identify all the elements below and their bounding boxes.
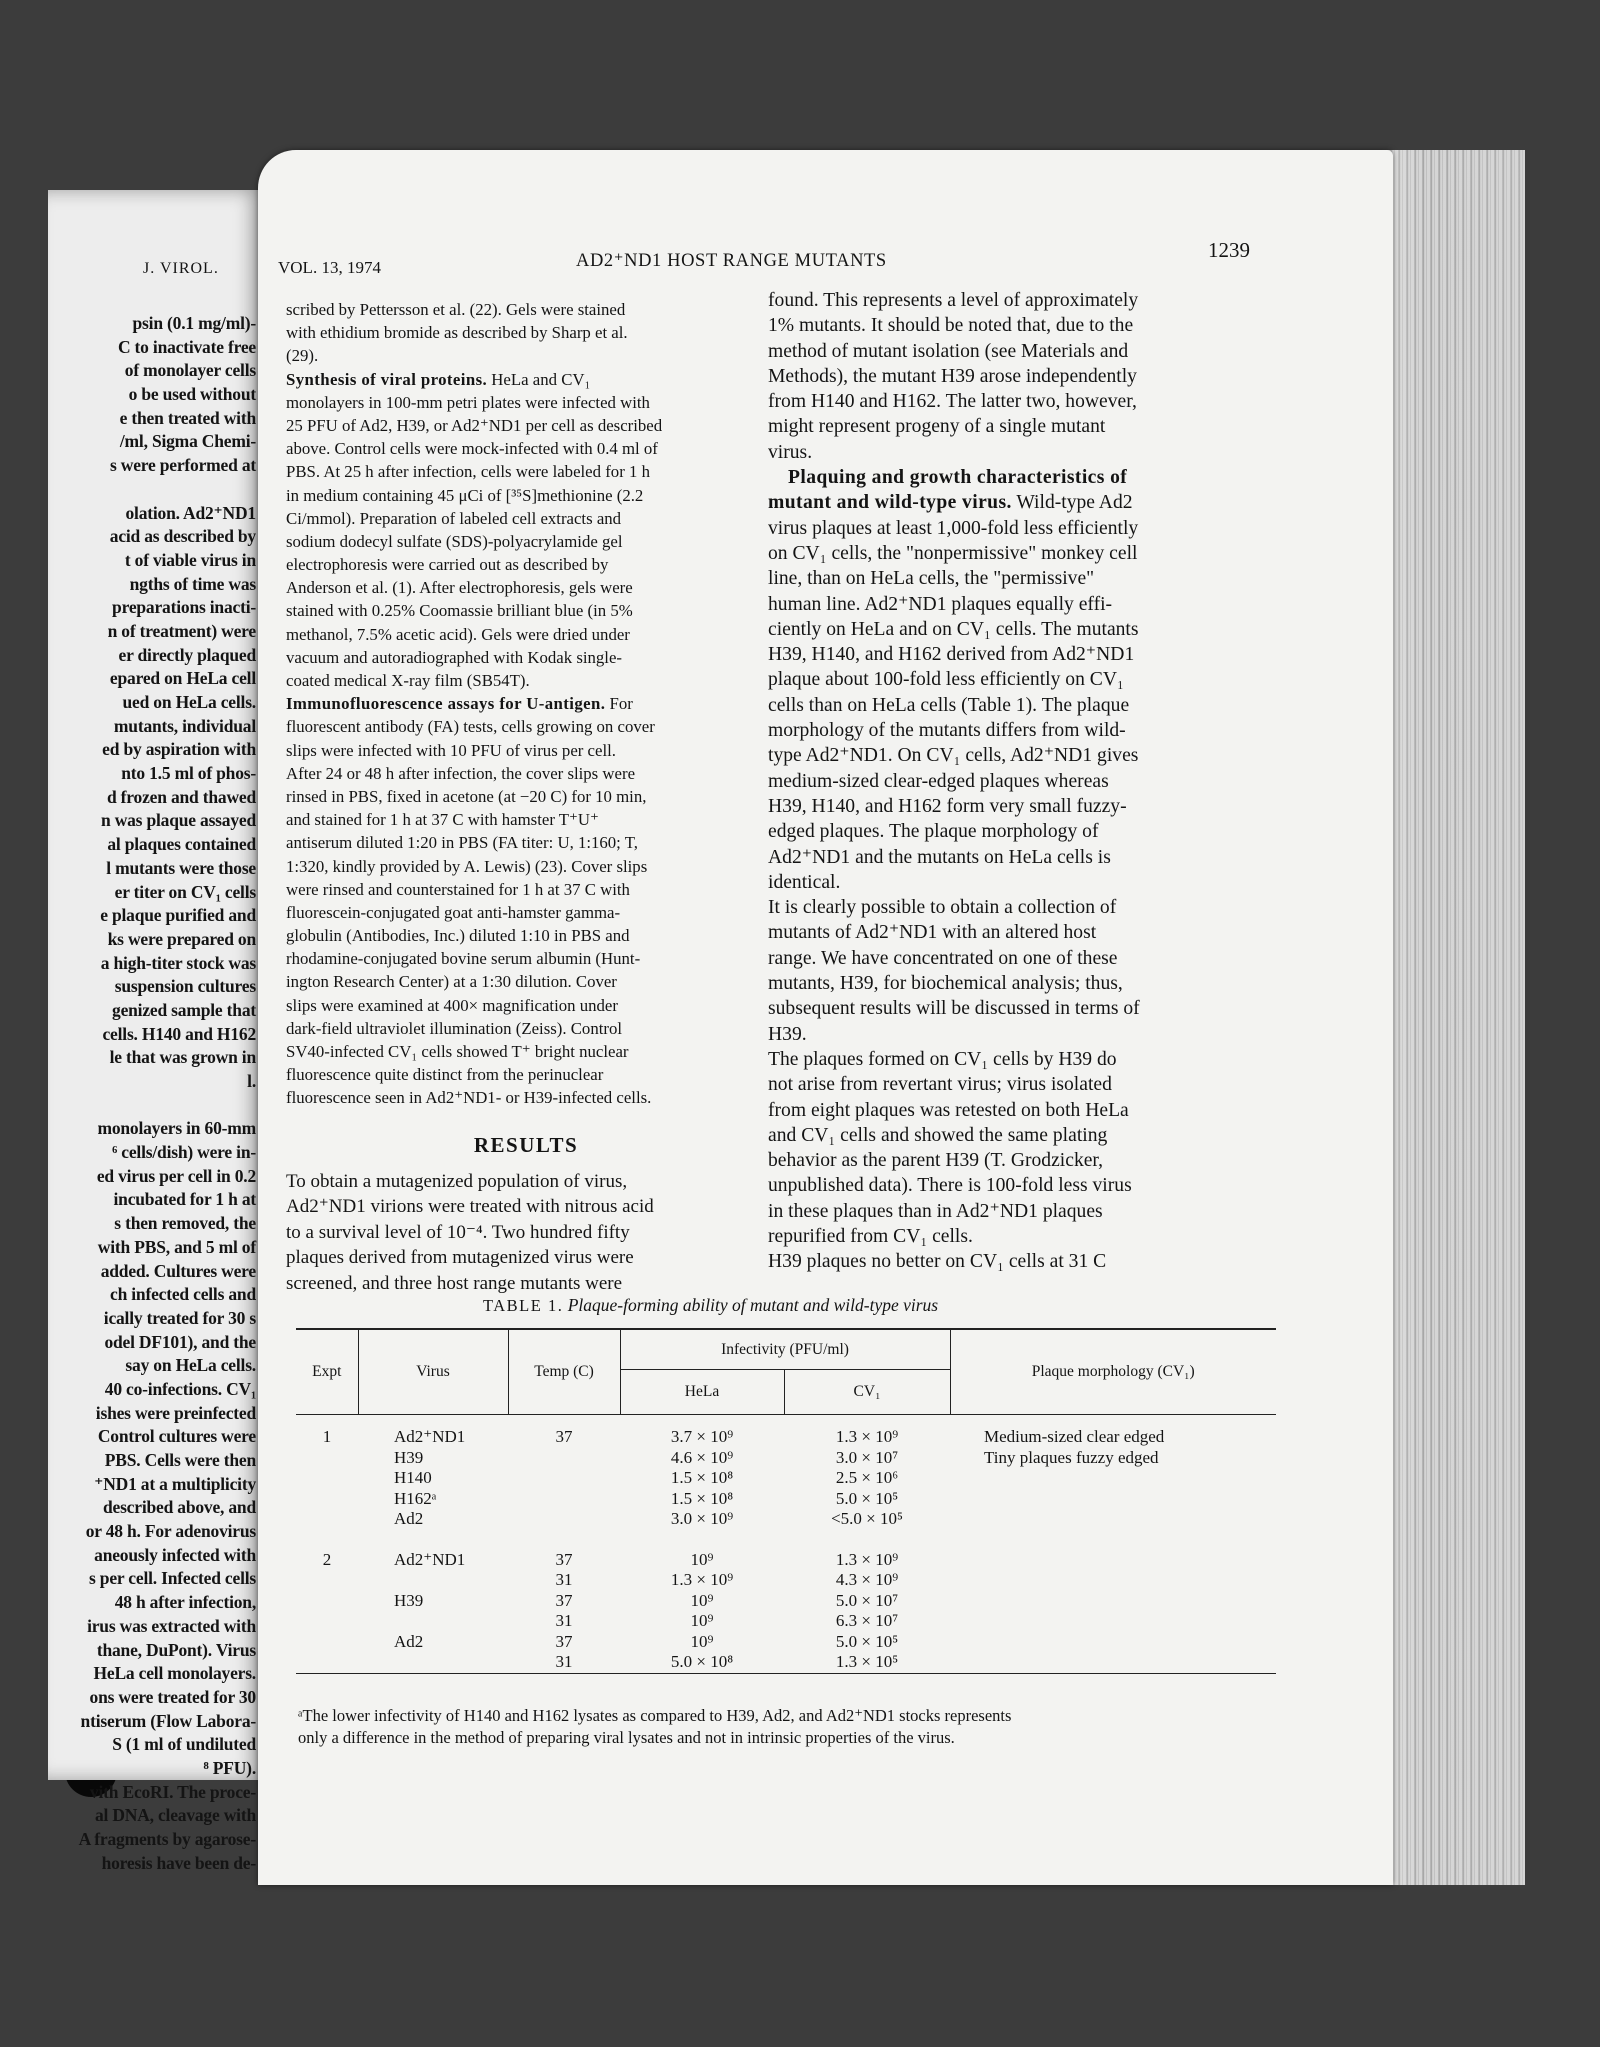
synthesis-paragraph: [286, 391, 766, 692]
text-line: ington Research Center) at a 1:30 dilution. Cover: [286, 972, 617, 992]
facing-page-line: described above, and: [102, 1497, 256, 1518]
hela-cell: [620, 1550, 784, 1674]
left-column: [286, 298, 766, 1296]
table-cell-value: 1.3 × 10⁹: [670, 1570, 734, 1589]
facing-page-line: preparations inacti-: [112, 597, 256, 618]
facing-page-line: say on HeLa cells.: [125, 1355, 256, 1376]
text-line: Ad2⁺ND1 and the mutants on HeLa cells is: [768, 846, 1111, 868]
facing-page-line: of monolayer cells: [124, 360, 256, 381]
text-line: mutants of Ad2⁺ND1 with an altered host: [768, 922, 1097, 944]
table-cell-value: 3.0 × 10⁹: [670, 1509, 734, 1528]
text-line: and CV₁ cells and showed the same plating: [768, 1124, 1108, 1146]
facing-page-line: horesis have been de-: [101, 1852, 256, 1873]
table-cell-value: 3.7 × 10⁹: [670, 1427, 734, 1446]
synthesis-paragraph-first-line: [286, 368, 766, 391]
text-line: repurified from CV₁ cells.: [768, 1225, 973, 1247]
table-cell-value: Ad2: [394, 1631, 424, 1651]
text-line: on CV₁ cells, the "nonpermissive" monkey cell: [768, 542, 1138, 564]
facing-page: [48, 190, 266, 1873]
table-cell-value: H140: [394, 1468, 432, 1487]
facing-page-line: genized sample that: [112, 999, 256, 1020]
table-label: TABLE 1.: [483, 1296, 564, 1315]
table-cell-value: Ad2⁺ND1: [394, 1427, 466, 1446]
facing-page-line: C to inactivate free: [117, 336, 256, 357]
facing-page-line: ically treated for 30 s: [103, 1307, 256, 1328]
text-line: were rinsed and counterstained for 1 h at 37 C with: [286, 879, 630, 899]
text-line: mutants, H39, for biochemical analysis; thus,: [768, 973, 1123, 995]
immuno-paragraph-first-line: [286, 692, 766, 715]
table-cell-value: [508, 1489, 620, 1510]
facing-page-line: [41, 1094, 256, 1118]
text-line: electrophoresis were carried out as described by: [286, 555, 609, 575]
text-line: (29).: [286, 346, 319, 366]
text-line: found. This represents a level of approximately: [768, 290, 1139, 311]
text-line: identical.: [768, 871, 841, 893]
table-row: [296, 1550, 1276, 1674]
header-morphology: Plaque morphology (CV₁): [950, 1329, 1276, 1415]
right-column-text-b: [768, 516, 1268, 1275]
synthesis-heading: Synthesis of viral proteins.: [286, 369, 488, 389]
facing-page-line: incubated for 1 h at: [113, 1189, 256, 1210]
facing-page-line: irus was extracted with: [87, 1615, 256, 1636]
text-line: edged plaques. The plaque morphology of: [768, 821, 1099, 843]
facing-page-line: with PBS, and 5 ml of: [97, 1236, 256, 1257]
text-line: antiserum diluted 1:20 in PBS (FA titer: U, 1:160; T,: [286, 833, 638, 853]
facing-page-line: ued on HeLa cells.: [122, 692, 256, 712]
text-line: not arise from revertant virus; virus isolated: [768, 1074, 1112, 1096]
methods-intro-text: [286, 298, 766, 368]
text-line: 1:320, kindly provided by A. Lewis) (23). Cover slips: [286, 856, 648, 876]
table-cell-value: [508, 1448, 620, 1469]
table-cell-value: 4.6 × 10⁹: [670, 1447, 734, 1467]
table-cell-value: Ad2⁺ND1: [394, 1549, 466, 1569]
text-line: Anderson et al. (1). After electrophoresis, gels were: [286, 578, 633, 598]
facing-page-line: ed virus per cell in 0.2: [96, 1165, 256, 1186]
text-line: medium-sized clear-edged plaques whereas: [768, 770, 1109, 792]
facing-page-line: t of viable virus in: [124, 549, 256, 570]
facing-page-line: al plaques contained: [107, 834, 256, 855]
facing-page-line: A fragments by agarose-: [78, 1829, 256, 1849]
text-line: methanol, 7.5% acetic acid). Gels were dried under: [286, 624, 630, 644]
temp-cell: [508, 1427, 620, 1530]
facing-page-line: added. Cultures were: [100, 1260, 256, 1281]
text-line: line, than on HeLa cells, the "permissive": [768, 568, 1095, 590]
text-line: H39, H140, and H162 form very small fuzzy-: [768, 795, 1127, 817]
table-cell-value: 1.3 × 10⁹: [835, 1549, 899, 1569]
table-cell-value: <5.0 × 10⁵: [831, 1509, 903, 1528]
text-line: fluorescence seen in Ad2⁺ND1- or H39-infected cells.: [286, 1088, 652, 1108]
table-caption-text: Plaque-forming ability of mutant and wild-type virus: [567, 1295, 939, 1315]
table-cell-value: Ad2: [394, 1509, 424, 1528]
facing-page-line: /ml, Sigma Chemi-: [119, 431, 256, 452]
hela-cell: [620, 1427, 784, 1530]
facing-page-line: ⁺ND1 at a multiplicity: [94, 1473, 256, 1494]
table-cell-value: Medium-sized clear edged: [984, 1427, 1165, 1446]
temp-cell: [508, 1550, 620, 1674]
running-title: AD2⁺ND1 HOST RANGE MUTANTS: [576, 251, 887, 271]
table-cell-value: 6.3 × 10⁷: [835, 1611, 899, 1630]
table-cell-value: 31: [555, 1570, 573, 1589]
table-cell-value: 31: [555, 1611, 573, 1630]
facing-page-line: ks were prepared on: [107, 928, 256, 949]
text-line: fluorescence quite distinct from the perinuclear: [286, 1065, 604, 1085]
text-line: human line. Ad2⁺ND1 plaques equally effi-: [768, 593, 1113, 615]
text-line: vacuum and autoradiographed with Kodak single-: [286, 647, 622, 667]
text-line: H39, H140, and H162 derived from Ad2⁺ND1: [768, 644, 1135, 666]
facing-page-line: epared on HeLa cell: [109, 668, 256, 689]
text-line: rinsed in PBS, fixed in acetone (at −20 C) for 10 min,: [286, 786, 647, 806]
immuno-heading: Immunofluorescence assays for U-antigen.: [286, 694, 606, 714]
facing-page-line: [41, 478, 256, 502]
table-cell-value: [394, 1652, 508, 1673]
footnote-line: ᵃThe lower infectivity of H140 and H162 lysates as compared to H39, Ad2, and Ad2⁺ND1 stocks represents: [298, 1706, 1012, 1725]
facing-page-line: l.: [247, 1071, 256, 1091]
table-cell-value: 10⁹: [690, 1611, 714, 1630]
facing-page-line: s then removed, the: [114, 1213, 256, 1234]
text-line: After 24 or 48 h after infection, the cover slips were: [286, 763, 636, 783]
text-line: PBS. At 25 h after infection, cells were labeled for 1 h: [286, 462, 650, 482]
facing-page-line: ⁸ PFU).: [203, 1757, 256, 1778]
table-row: [296, 1530, 1276, 1550]
virus-cell: [358, 1550, 508, 1674]
text-line: slips were examined at 400× magnification under: [286, 995, 618, 1015]
text-line: cells than on HeLa cells (Table 1). The plaque: [768, 694, 1130, 716]
facing-page-line: mutants, individual: [113, 715, 256, 736]
facing-page-line: ntiserum (Flow Labora-: [80, 1710, 256, 1731]
facing-page-line: er directly plaqued: [118, 644, 256, 665]
facing-page-line: S (1 ml of undiluted: [112, 1734, 256, 1755]
facing-page-line: Control cultures were: [97, 1426, 256, 1447]
text-line: plaque about 100-fold less efficiently on CV₁: [768, 669, 1124, 691]
table-cell-value: H39: [394, 1590, 424, 1610]
facing-page-line: odel DF101), and the: [104, 1331, 256, 1352]
text-line: fluorescent antibody (FA) tests, cells growing on cover: [286, 717, 655, 737]
table-cell-value: [508, 1509, 620, 1530]
facing-page-line: o be used without: [128, 384, 256, 405]
table-cell-value: [394, 1611, 508, 1632]
cv1-cell: [784, 1550, 950, 1674]
table-footnote: [298, 1705, 1288, 1749]
facing-page-line: a high-titer stock was: [100, 952, 256, 973]
text-line: SV40-infected CV₁ cells showed T⁺ bright nuclear: [286, 1042, 629, 1061]
synthesis-text: HeLa and CV₁: [487, 369, 591, 389]
text-line: It is clearly possible to obtain a collection of: [768, 897, 1117, 919]
facing-page-text: [41, 312, 256, 1875]
plaquing-heading: Plaquing and growth characteristics of: [788, 467, 1128, 489]
facing-page-line: l mutants were those: [106, 857, 256, 878]
table-cell-value: H162ᵃ: [394, 1488, 437, 1508]
facing-page-line: olation. Ad2⁺ND1: [125, 502, 256, 523]
text-line: screened, and three host range mutants were: [286, 1272, 623, 1294]
main-page: [258, 150, 1393, 1885]
right-column: [768, 288, 1268, 1275]
table-cell-value: 5.0 × 10⁸: [670, 1652, 734, 1671]
facing-page-line: aneously infected with: [94, 1544, 256, 1565]
results-paragraph: [286, 1169, 766, 1297]
text-line: ciently on HeLa and on CV₁ cells. The mutants: [768, 618, 1139, 640]
header-virus: Virus: [358, 1329, 508, 1415]
text-line: fluorescein-conjugated goat anti-hamster gamma-: [286, 902, 621, 922]
table-cell-value: [508, 1468, 620, 1489]
text-line: H39.: [768, 1023, 807, 1045]
facing-page-line: ons were treated for 30: [89, 1686, 256, 1707]
text-line: to a survival level of 10⁻⁴. Two hundred fifty: [286, 1221, 630, 1243]
text-line: slips were infected with 10 PFU of virus per cell.: [286, 740, 616, 760]
table-cell-value: 37: [555, 1427, 573, 1446]
table-cell-value: Tiny plaques fuzzy edged: [984, 1447, 1159, 1467]
table-cell-value: 5.0 × 10⁵: [835, 1488, 899, 1508]
text-line: in medium containing 45 μCi of [³⁵S]methionine (2.2: [286, 485, 644, 505]
text-line: might represent progeny of a single mutant: [768, 416, 1106, 438]
text-line: in these plaques than in Ad2⁺ND1 plaques: [768, 1200, 1103, 1222]
facing-page-line: vith EcoRI. The proce-: [89, 1781, 256, 1802]
facing-page-line: cells. H140 and H162: [102, 1023, 256, 1044]
facing-page-line: 40 co-infections. CV₁: [104, 1378, 256, 1399]
facing-page-line: al DNA, cleavage with: [94, 1805, 256, 1826]
facing-page-line: n of treatment) were: [107, 620, 256, 641]
text-line: coated medical X-ray film (SB54T).: [286, 671, 530, 690]
table-cell-value: 1.5 × 10⁸: [670, 1488, 734, 1508]
table-cell-value: 10⁹: [690, 1549, 714, 1569]
data-table: [296, 1328, 1276, 1674]
immuno-text: For: [605, 694, 633, 714]
immuno-paragraph: [286, 715, 766, 1109]
table-cell-value: H39: [394, 1447, 424, 1467]
facing-page-line: s per cell. Infected cells: [89, 1568, 256, 1589]
footnote-line: only a difference in the method of preparing viral lysates and not in intrinsic properties of the virus.: [298, 1728, 955, 1747]
text-line: Ci/mmol). Preparation of labeled cell extracts and: [286, 508, 622, 528]
table-cell-value: 31: [555, 1652, 573, 1671]
header-infectivity: Infectivity (PFU/ml): [620, 1329, 950, 1370]
virus-cell: [358, 1427, 508, 1530]
facing-page-line: monolayers in 60-mm: [97, 1118, 256, 1139]
text-line: from H140 and H162. The latter two, however,: [768, 391, 1137, 413]
text-line: 1% mutants. It should be noted that, due to the: [768, 315, 1134, 337]
table-cell-value: 2.5 × 10⁶: [835, 1468, 899, 1487]
plaquing-text: Wild-type Ad2: [1011, 492, 1133, 514]
text-line: rhodamine-conjugated bovine serum albumin (Hunt-: [286, 949, 641, 969]
facing-page-line: e then treated with: [119, 407, 256, 428]
facing-page-line: er titer on CV₁ cells: [114, 881, 256, 902]
table-cell-value: 10⁹: [690, 1631, 714, 1651]
facing-page-line: ishes were preinfected: [95, 1402, 256, 1423]
table-cell-value: 37: [555, 1631, 573, 1651]
facing-page-line: ed by aspiration with: [102, 739, 256, 760]
text-line: subsequent results will be discussed in terms of: [768, 998, 1140, 1020]
facing-page-line: n was plaque assayed: [100, 810, 256, 831]
facing-page-line: nto 1.5 ml of phos-: [121, 763, 256, 784]
table-row: [296, 1427, 1276, 1530]
expt-cell: 2: [322, 1549, 332, 1569]
table-header-row: [296, 1329, 1276, 1370]
header-expt: Expt: [312, 1363, 342, 1380]
table-cell-value: 5.0 × 10⁵: [835, 1631, 899, 1651]
text-line: Methods), the mutant H39 arose independently: [768, 365, 1137, 387]
table-cell-value: 3.0 × 10⁷: [835, 1447, 899, 1467]
text-line: method of mutant isolation (see Materials and: [768, 340, 1129, 362]
morphology-cell: [950, 1427, 1276, 1530]
header-temp: Temp (C): [508, 1329, 620, 1415]
right-column-text-a: [768, 288, 1268, 465]
header-hela: HeLa: [620, 1370, 784, 1415]
facing-page-line: e plaque purified and: [100, 905, 256, 926]
text-line: stained with 0.25% Coomassie brilliant blue (in 5%: [286, 601, 633, 621]
text-line: virus.: [768, 441, 813, 463]
table-row: [296, 1415, 1276, 1428]
table-cell-value: 37: [555, 1590, 573, 1610]
facing-page-running-head: J. VIROL.: [143, 260, 219, 277]
header-cv1: CV₁: [784, 1370, 950, 1415]
facing-page-line: thane, DuPont). Virus: [96, 1639, 256, 1660]
text-line: from eight plaques was retested on both HeLa: [768, 1099, 1129, 1121]
text-line: scribed by Pettersson et al. (22). Gels were stained: [286, 300, 626, 319]
facing-page-line: suspension cultures: [114, 976, 256, 997]
table-cell-value: 5.0 × 10⁷: [835, 1590, 899, 1610]
facing-page-line: ch infected cells and: [110, 1284, 256, 1305]
text-line: unpublished data). There is 100-fold less virus: [768, 1175, 1132, 1197]
text-line: globulin (Antibodies, Inc.) diluted 1:10 in PBS and: [286, 926, 630, 946]
plaquing-heading-line: [768, 465, 1268, 490]
text-line: above. Control cells were mock-infected with 0.4 ml of: [286, 439, 658, 459]
facing-page-line: HeLa cell monolayers.: [93, 1663, 256, 1684]
text-line: H39 plaques no better on CV₁ cells at 31 C: [768, 1251, 1107, 1273]
facing-page-line: ⁶ cells/dish) were in-: [112, 1142, 256, 1163]
table-caption: [483, 1295, 938, 1316]
text-line: plaques derived from mutagenized virus were: [286, 1247, 634, 1269]
text-line: 25 PFU of Ad2, H39, or Ad2⁺ND1 per cell as described: [286, 415, 663, 435]
text-line: Ad2⁺ND1 virions were treated with nitrous acid: [286, 1196, 654, 1218]
text-line: with ethidium bromide as described by Sharp et al.: [286, 323, 628, 343]
cv1-cell: [784, 1427, 950, 1530]
volume-label: VOL. 13, 1974: [278, 258, 381, 277]
table-cell-value: [394, 1570, 508, 1591]
text-line: range. We have concentrated on one of these: [768, 947, 1118, 969]
facing-page-line: or 48 h. For adenovirus: [85, 1521, 256, 1542]
table-cell-value: 1.3 × 10⁹: [835, 1427, 899, 1446]
page-number: 1239: [1208, 238, 1250, 262]
table-cell-value: 37: [555, 1549, 573, 1569]
plaquing-heading-cont: mutant and wild-type virus.: [768, 492, 1012, 514]
facing-page-line: acid as described by: [109, 526, 256, 547]
text-line: To obtain a mutagenized population of virus,: [286, 1170, 628, 1192]
expt-cell: 1: [322, 1427, 332, 1446]
table-cell-value: 1.3 × 10⁵: [835, 1652, 899, 1671]
text-line: The plaques formed on CV₁ cells by H39 do: [768, 1048, 1117, 1070]
text-line: morphology of the mutants differs from wild-: [768, 720, 1126, 742]
facing-page-line: ngths of time was: [129, 573, 256, 594]
table-cell-value: 4.3 × 10⁹: [835, 1570, 899, 1589]
facing-page-line: le that was grown in: [109, 1047, 256, 1068]
table-cell-value: 1.5 × 10⁸: [670, 1468, 734, 1487]
facing-page-line: PBS. Cells were then: [104, 1450, 256, 1470]
text-line: monolayers in 100-mm petri plates were infected with: [286, 392, 650, 412]
facing-page-line: d frozen and thawed: [106, 786, 256, 807]
text-line: behavior as the parent H39 (T. Grodzicker,: [768, 1150, 1104, 1172]
text-line: and stained for 1 h at 37 C with hamster T⁺U⁺: [286, 810, 599, 830]
text-line: virus plaques at least 1,000-fold less efficiently: [768, 517, 1139, 539]
text-line: dark-field ultraviolet illumination (Zeiss). Control: [286, 1018, 623, 1038]
text-line: type Ad2⁺ND1. On CV₁ cells, Ad2⁺ND1 gives: [768, 745, 1139, 767]
table-cell-value: 10⁹: [690, 1590, 714, 1610]
results-heading: RESULTS: [473, 1132, 579, 1157]
plaquing-heading-line-2: [768, 490, 1268, 515]
morphology-cell: [950, 1550, 1276, 1674]
text-line: sodium dodecyl sulfate (SDS)-polyacrylamide gel: [286, 531, 623, 551]
facing-page-line: psin (0.1 mg/ml)-: [132, 313, 256, 333]
facing-page-line: s were performed at: [109, 455, 256, 476]
facing-page-line: 48 h after infection,: [114, 1592, 256, 1613]
